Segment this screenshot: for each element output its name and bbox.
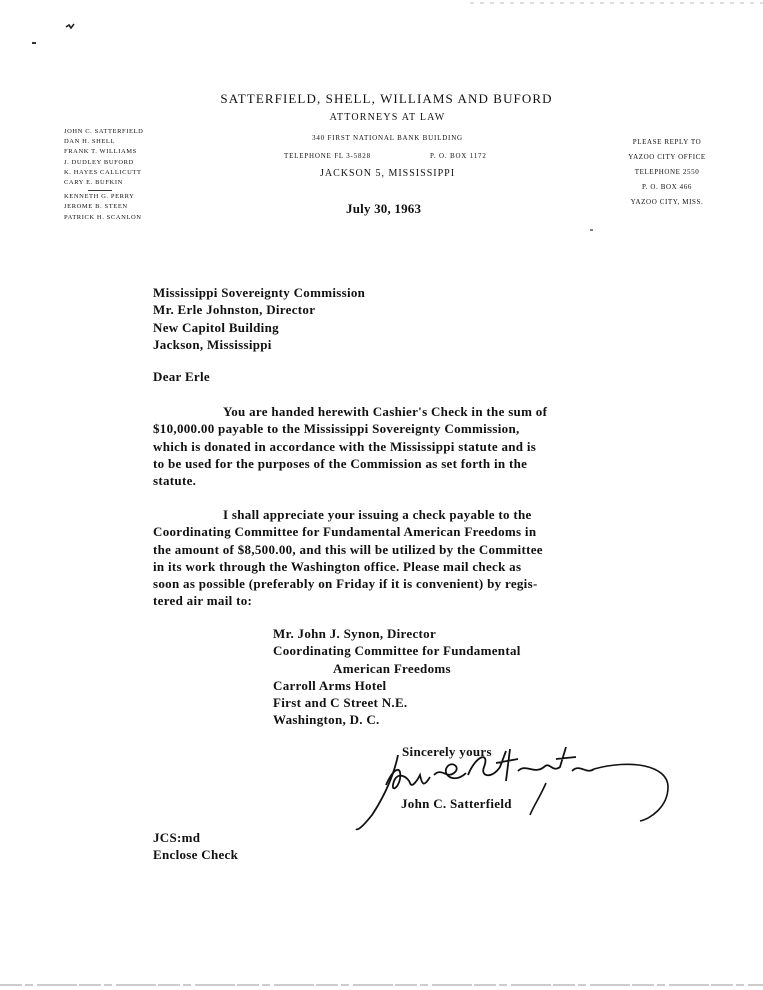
associate-name: KENNETH G. PERRY — [64, 193, 135, 201]
paragraph-line: statute. — [153, 473, 197, 489]
paragraph-line: Coordinating Committee for Fundamental American Freedoms in — [153, 524, 537, 540]
reply-line: TELEPHONE 2550 — [634, 168, 700, 176]
reply-line: P. O. BOX 466 — [641, 183, 692, 191]
handwritten-signature — [350, 745, 680, 840]
paragraph-line: soon as possible (preferably on Friday if it is convenient) by regis- — [153, 576, 538, 592]
firm-telephone: TELEPHONE FL 3-5828 — [284, 152, 371, 160]
paragraph-donation — [153, 403, 613, 489]
letter-date: July 30, 1963 — [346, 201, 422, 216]
partner-name: JOHN C. SATTERFIELD — [64, 128, 144, 135]
salutation: Dear Erle — [153, 369, 210, 384]
reply-line: YAZOO CITY OFFICE — [628, 153, 706, 161]
signer-name: John C. Satterfield — [401, 796, 512, 811]
address-line: Mississippi Sovereignty Commission — [153, 285, 366, 300]
partner-name: DAN H. SHELL — [64, 138, 116, 146]
address-line: Washington, D. C. — [273, 712, 380, 728]
reply-line: YAZOO CITY, MISS. — [630, 198, 704, 206]
closing: Sincerely yours — [402, 744, 492, 759]
partner-name: CARY E. BUFKIN — [64, 179, 123, 187]
mailing-address — [273, 625, 521, 729]
paragraph-line: the amount of $8,500.00, and this will be utilized by the Committee — [153, 541, 543, 557]
typist-initials: JCS:md — [153, 830, 201, 845]
enclosure-note: Enclose Check — [153, 847, 239, 863]
firm-building: 340 FIRST NATIONAL BANK BUILDING — [312, 134, 463, 142]
reply-to-block — [612, 135, 722, 210]
paragraph-request — [153, 506, 613, 610]
partner-name: FRANK T. WILLIAMS — [64, 148, 137, 156]
paragraph-line: You are handed herewith Cashier's Check in the sum of — [223, 404, 548, 419]
paragraph-line: in its work through the Washington office. Please mail check as — [153, 558, 522, 574]
firm-name: SATTERFIELD, SHELL, WILLIAMS AND BUFORD — [220, 91, 553, 106]
address-line: Coordinating Committee for Fundamental — [273, 643, 521, 659]
address-line: Jackson, Mississippi — [153, 336, 272, 352]
address-line: Mr. Erle Johnston, Director — [153, 302, 316, 318]
reference-initials — [153, 829, 238, 864]
paragraph-line: which is donated in accordance with the Mississippi statute and is — [153, 438, 537, 454]
firm-city: JACKSON 5, MISSISSIPPI — [319, 168, 456, 179]
paragraph-line: tered air mail to: — [153, 593, 253, 609]
associate-name: JEROME B. STEEN — [64, 203, 128, 211]
firm-po-box: P. O. BOX 1172 — [430, 152, 487, 160]
firm-subtitle: ATTORNEYS AT LAW — [329, 112, 446, 123]
address-line: American Freedoms — [333, 660, 451, 676]
partner-list — [64, 127, 143, 223]
reply-line: PLEASE REPLY TO — [632, 138, 702, 146]
paragraph-line: to be used for the purposes of the Commission as set forth in the — [153, 455, 528, 471]
recipient-address — [153, 284, 365, 353]
paragraph-line: $10,000.00 payable to the Mississippi Sovereignty Commission, — [153, 421, 520, 437]
paragraph-line: I shall appreciate your issuing a check payable to the — [223, 507, 532, 522]
partner-divider — [88, 190, 112, 191]
partner-name: K. HAYES CALLICUTT — [64, 168, 142, 176]
address-line: Mr. John J. Synon, Director — [273, 626, 437, 641]
associate-name: PATRICK H. SCANLON — [64, 213, 142, 221]
partner-name: J. DUDLEY BUFORD — [64, 158, 134, 166]
address-line: Carroll Arms Hotel — [273, 677, 387, 693]
address-line: First and C Street N.E. — [273, 695, 408, 711]
address-line: New Capitol Building — [153, 319, 279, 335]
